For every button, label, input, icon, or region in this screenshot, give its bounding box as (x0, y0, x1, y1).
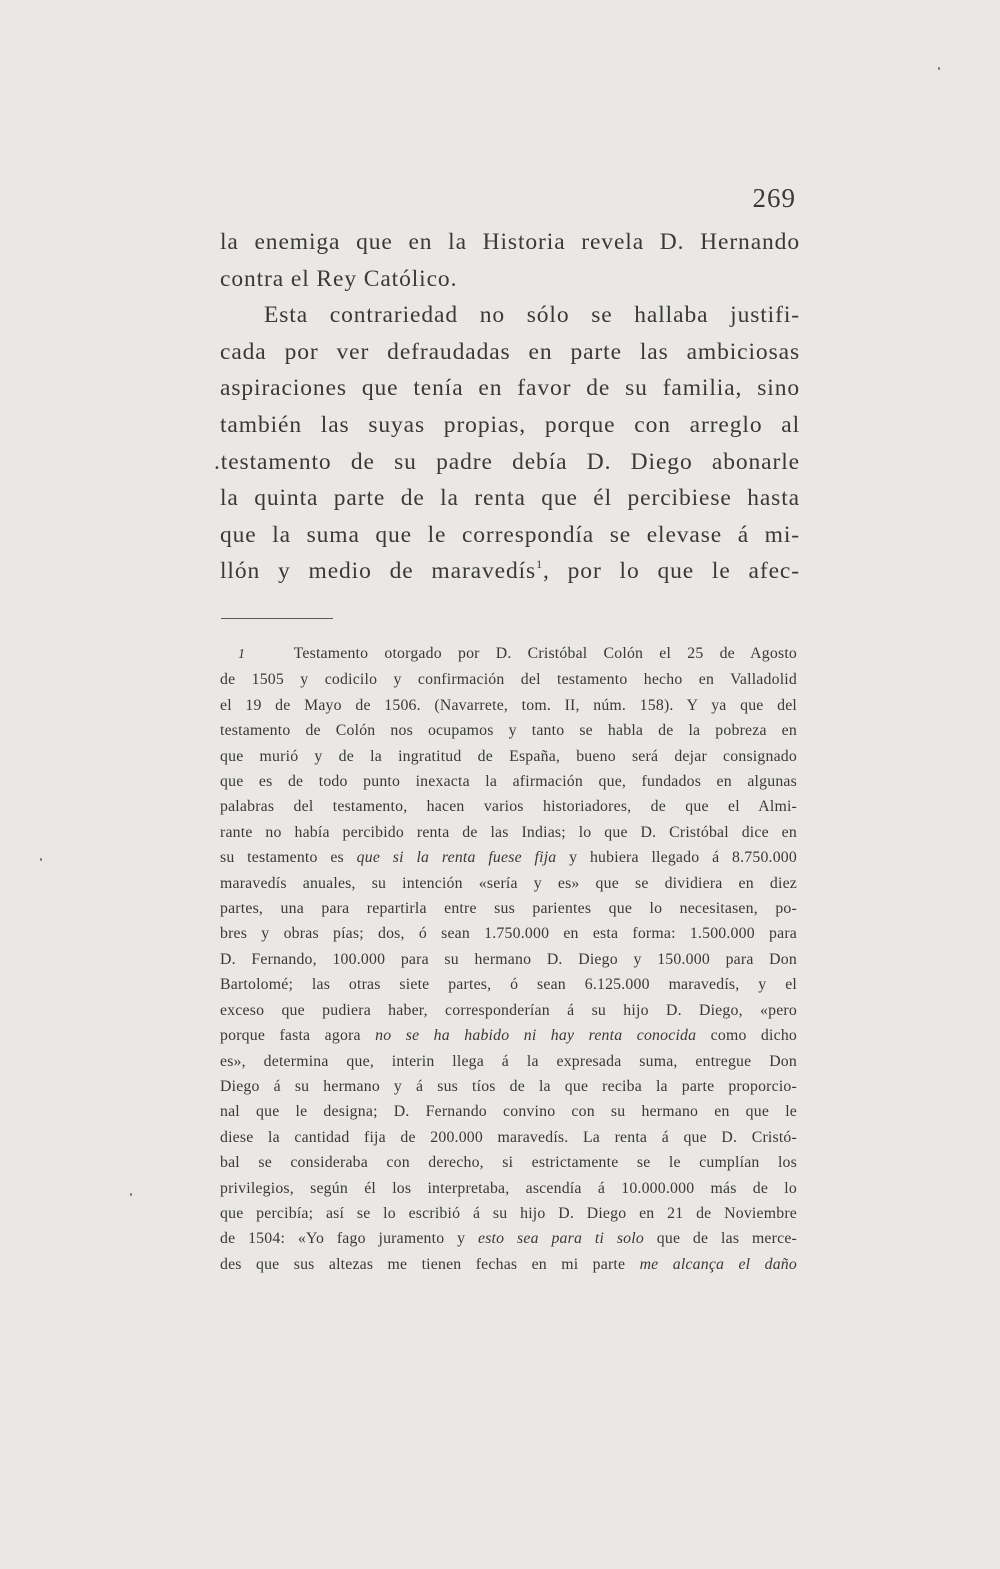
body-line: que la suma que le correspondía se elevase á mi- (220, 521, 800, 548)
footnote-line: partes, una para repartirla entre sus parientes que lo necesitasen, po- (220, 900, 797, 918)
body-line: cada por ver defraudadas en parte las ambiciosas (220, 338, 800, 365)
body-line: .testamento de su padre debía D. Diego abonarle (214, 448, 800, 475)
footnote-italic-text: no se ha habido ni hay renta conocida (375, 1027, 697, 1045)
footnote-line: bres y obras pías; dos, ó sean 1.750.000 en esta forma: 1.500.000 para (220, 925, 797, 943)
footnote-line-text: su testamento es (220, 849, 344, 867)
footnote-italic-text: esto sea para ti solo (478, 1230, 644, 1248)
body-line: aspiraciones que tenía en favor de su familia, sino (220, 375, 800, 402)
body-line-text: , por lo que le afec- (543, 558, 800, 585)
footnote-line: diese la cantidad fija de 200.000 maravedís. La renta á que D. Cristó- (220, 1128, 797, 1146)
paper-speck (40, 858, 42, 861)
footnote-line: bal se consideraba con derecho, si estrictamente se le cumplían los (220, 1154, 797, 1172)
footnote-line: que es de todo punto inexacta la afirmación que, fundados en algunas (220, 773, 797, 791)
footnote-line: exceso que pudiera haber, corresponderían á su hijo D. Diego, «pero (220, 1001, 797, 1019)
footnote-italic-text: me alcança el daño (639, 1255, 797, 1273)
body-line: también las suyas propias, porque con arreglo al (220, 411, 800, 438)
footnote-line: rante no había percibido renta de las Indias; lo que D. Cristóbal dice en (220, 823, 797, 841)
footnote-line: testamento de Colón nos ocupamos y tanto se habla de la pobreza en (220, 722, 797, 740)
footnote-marker: 1 (238, 647, 246, 662)
main-text (214, 224, 800, 590)
footnote-line: Diego á su hermano y á sus tíos de la que reciba la parte proporcio- (220, 1077, 797, 1095)
footnote-line-text: que de las merce- (656, 1230, 797, 1248)
footnote-line: D. Fernando, 100.000 para su hermano D. Diego y 150.000 para Don (220, 950, 797, 968)
footnote-line-text: y hubiera llegado á 8.750.000 (569, 849, 797, 867)
footnote-line-text: de 1504: «Yo fago juramento y (220, 1230, 466, 1248)
footnote-line: es», determina que, interin llega á la expresada suma, entregue Don (220, 1052, 797, 1070)
footnote-line-text: porque fasta agora (220, 1027, 361, 1045)
footnote-line (220, 1226, 797, 1251)
page-number: 269 (752, 183, 796, 213)
footnote-line: el 19 de Mayo de 1506. (Navarrete, tom. II, núm. 158). Y ya que del (220, 696, 797, 714)
footnote-line (220, 1252, 797, 1277)
footnote-line: que murió y de la ingratitud de España, bueno será dejar consignado (220, 747, 797, 765)
body-line: Esta contrariedad no sólo se hallaba justifi- (264, 302, 800, 329)
body-line: contra el Rey Católico. (220, 265, 458, 292)
footnote-line (220, 1023, 797, 1048)
footnote-line: nal que le designa; D. Fernando convino con su hermano en que le (220, 1103, 797, 1121)
footnote-reference: 1 (536, 557, 544, 572)
footnote-line: que percibía; así se lo escribió á su hijo D. Diego en 21 de Noviembre (220, 1204, 797, 1222)
footnote-line: privilegios, según él los interpretaba, ascendía á 10.000.000 más de lo (220, 1179, 797, 1197)
body-line: la quinta parte de la renta que él percibiese hasta (220, 485, 800, 512)
footnote-line-text: como dicho (710, 1027, 798, 1045)
body-line-text: llón y medio de maravedís (220, 558, 537, 585)
paper-speck (938, 67, 940, 70)
footnote-line-text: des que sus altezas me tienen fechas en mi parte (220, 1255, 626, 1273)
footnote-separator (221, 618, 333, 619)
footnote-line: palabras del testamento, hacen varios historiadores, de que el Almi- (220, 798, 797, 816)
footnote-line: Bartolomé; las otras siete partes, ó sean 6.125.000 maravedís, y el (220, 976, 797, 994)
footnote (220, 641, 797, 1277)
body-line: la enemiga que en la Historia revela D. Hernando (220, 229, 800, 255)
footnote-line (220, 845, 797, 870)
footnote-line (220, 641, 797, 667)
footnote-line: de 1505 y codicilo y confirmación del testamento hecho en Valladolid (220, 671, 797, 689)
footnote-line: maravedís anuales, su intención «sería y es» que se dividiera en diez (220, 874, 797, 892)
footnote-line-text: Testamento otorgado por D. Cristóbal Colón el 25 de Agosto (293, 645, 797, 662)
paper-speck (130, 1193, 132, 1196)
footnote-italic-text: que si la renta fuese fija (356, 849, 557, 867)
body-line (220, 553, 800, 590)
